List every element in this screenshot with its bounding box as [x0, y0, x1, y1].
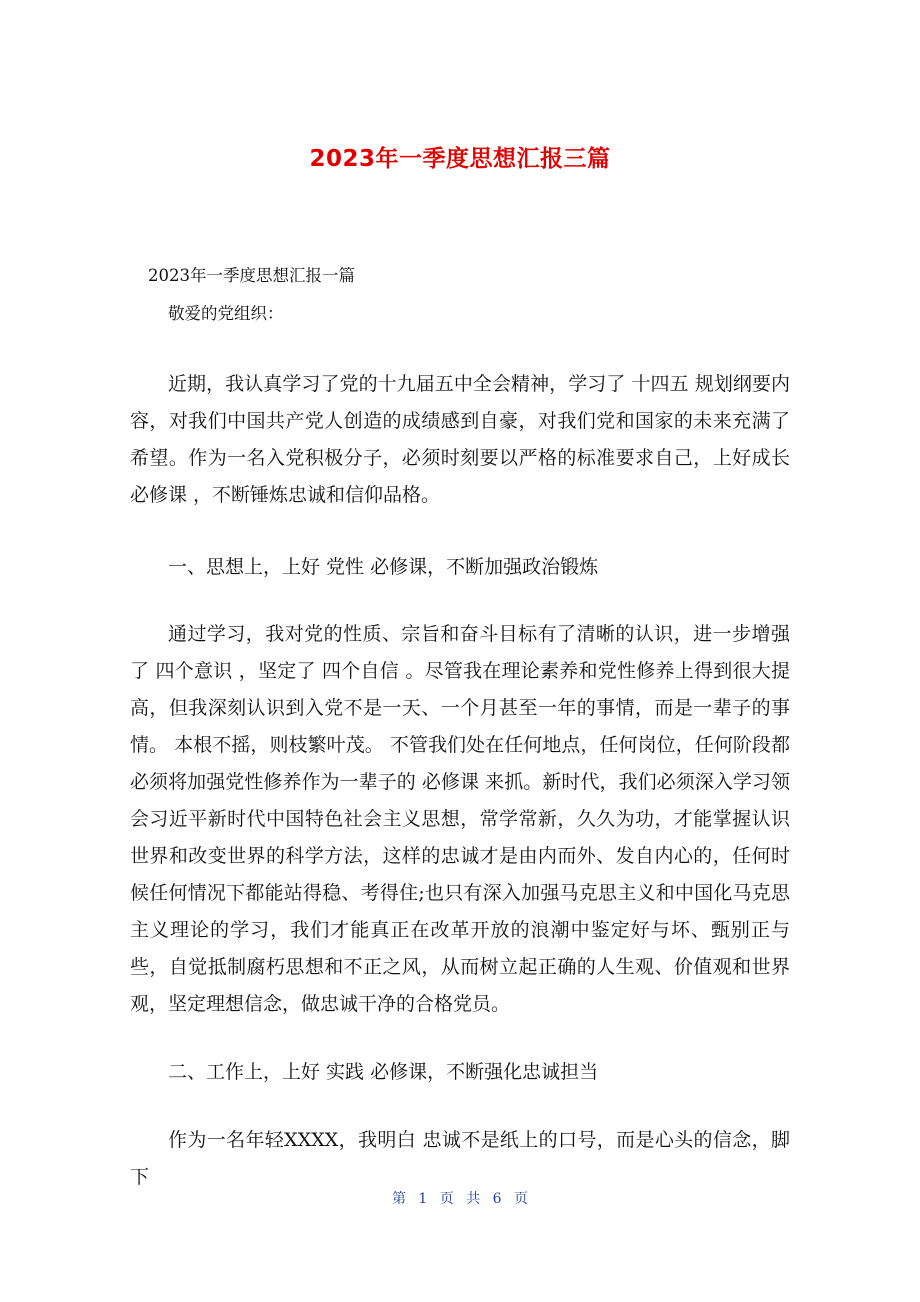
salutation: 敬爱的党组织：: [168, 304, 284, 323]
document-title: 2023年一季度思想汇报三篇: [309, 146, 611, 172]
paragraph-section-1: 通过学习，我对党的性质、宗旨和奋斗目标有了清晰的认识，进一步增强了 四个意识 ，坚定了 四个自信 。尽管我在理论素养和党性修养上得到很大提高，但我深刻认识到入党不是一天、一个月甚至一年的事情，而是一辈子的事情。 本根不摇，则枝繁叶茂。 不管我们处在任何地点，任何岗位，任何阶段都必须将加强党性修养作为一辈子的 必修课 来抓。新时代，我们必须深入学习领会习近平新时代中国特色社会主义思想，常学常新，久久为功，才能掌握认识世界和改变世界的科学方法，这样的忠诚才是由内而外、发自内心的，任何时候任何情况下都能站得稳、考得住;也只有深入加强马克思主义和中国化马克思主义理论的学习，我们才能真正在改革开放的浪潮中鉴定好与坏、甄别正与些，自觉抵制腐朽思想和不正之风，从而树立起正确的人生观、价值观和世界观，坚定理想信念，做忠诚干净的合格党员。: [130, 623, 790, 1015]
paragraph-intro: 近期，我认真学习了党的十九届五中全会精神，学习了 十四五 规划纲要内容，对我们中国共产党人创造的成绩感到自豪，对我们党和国家的未来充满了希望。作为一名入党积极分子，必须时刻要以严格的标准要求自己，上好成长 必修课 ，不断锤炼忠诚和信仰品格。: [130, 373, 790, 506]
page-number-footer: 第 1 页 共 6 页: [391, 1191, 529, 1207]
paragraph-section-2: 作为一名年轻XXXX，我明白 忠诚不是纸上的口号，而是心头的信念，脚下: [130, 1129, 790, 1188]
document-subtitle: 2023年一季度思想汇报一篇: [148, 266, 355, 285]
section-heading-1: 一、思想上，上好 党性 必修课，不断加强政治锻炼: [168, 556, 599, 578]
section-heading-2: 二、工作上，上好 实践 必修课，不断强化忠诚担当: [168, 1061, 599, 1083]
